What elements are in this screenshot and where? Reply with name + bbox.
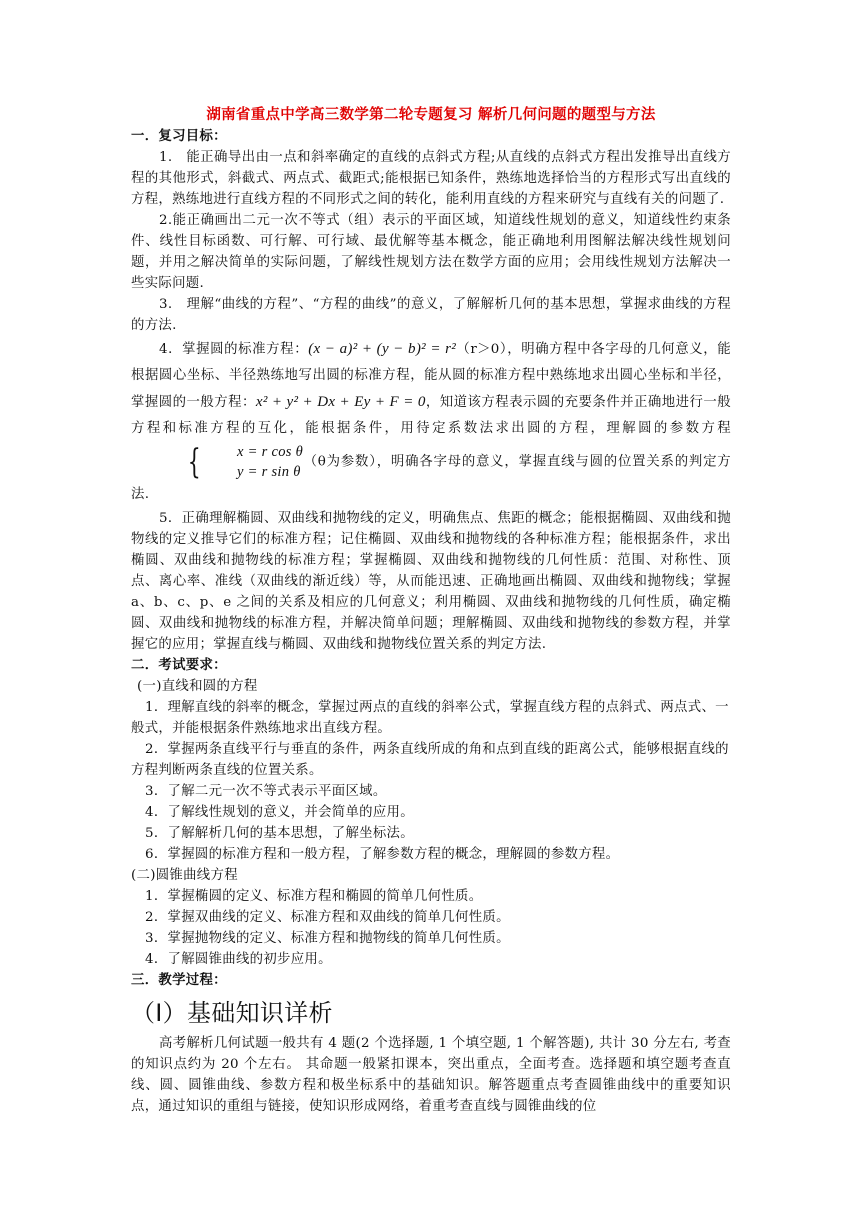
parametric-y: y = r sin θ bbox=[236, 464, 301, 480]
requirement-line-5: 5．了解解析几何的基本思想，了解坐标法。 bbox=[145, 826, 414, 841]
subsection-lines-circles: (一)直线和圆的方程 bbox=[137, 679, 258, 694]
requirement-conic-2: 2．掌握双曲线的定义、标准方程和双曲线的简单几何性质。 bbox=[145, 910, 510, 925]
requirement-conic-1: 1．掌握椭圆的定义、标准方程和椭圆的简单几何性质。 bbox=[145, 889, 483, 904]
objective-4-text-d: （θ为参数），明确各字母的意义，掌握直线与圆的位置关系的判定方法. bbox=[131, 454, 731, 502]
objective-1: 1. 能正确导出由一点和斜率确定的直线的点斜式方程;从直线的点斜式方程出发推导出直线方程的其他形式，斜截式、两点式、截距式;能根据已知条件，熟练地选择恰当的方程形式写出直线的方程，熟练地进行直线方程的不同形式之间的转化，能利用直线的方程来研究与直线有关的问题了. bbox=[131, 150, 731, 207]
circle-general-equation: x² + y² + Dx + Ey + F = 0 bbox=[255, 394, 426, 410]
parametric-x: x = r cos θ bbox=[236, 444, 304, 460]
requirement-line-1: 1．理解直线的斜率的概念，掌握过两点的直线的斜率公式，掌握直线方程的点斜式、两点式、一般式，并能根据条件熟练地求出直线方程。 bbox=[131, 700, 729, 736]
section-heading-objectives: 一．复习目标： bbox=[131, 128, 227, 144]
objective-2: 2.能正确画出二元一次不等式（组）表示的平面区域，知道线性规划的意义，知道线性约束条件、线性目标函数、可行解、可行域、最优解等基本概念，能正确地利用图解法解决线性规划问题，并用之解决简单的实际问题，了解线性规划方法在数学方面的应用；会用线性规划方法解决一些实际问题. bbox=[131, 213, 731, 291]
document-title: 湖南省重点中学高三数学第二轮专题复习 解析几何问题的题型与方法 bbox=[206, 106, 656, 123]
requirement-line-2: 2．掌握两条直线平行与垂直的条件，两条直线所成的角和点到直线的距离公式，能够根据直线的方程判断两条直线的位置关系。 bbox=[131, 742, 729, 778]
document-page bbox=[131, 104, 731, 1117]
objective-4-text-b: （r＞0），明确方程中各字母的几何意义，能根据圆心坐标、半径熟练地写出圆的标准方程，能从圆的标准方程中熟练地求出圆心坐标和半径，掌握圆的一般方程： bbox=[131, 342, 731, 410]
circle-standard-equation: (x − a)² + (y − b)² = r² bbox=[308, 341, 457, 357]
section-heading-teaching: 三．教学过程： bbox=[131, 972, 227, 988]
intro-paragraph: 高考解析几何试题一般共有 4 题(2 个选择题, 1 个填空题, 1 个解答题), 共计 30 分左右, 考查的知识点约为 20 个左右。 其命题一般紧扣课本，突出重点，全面考查。选择题和填空题考查直线、圆、圆锥曲线、参数方程和极坐标系中的基础知识。解答题重点考查圆锥曲线中的重要知识点，通过知识的重组与链接，使知识形成网络，着重考查直线与圆锥曲线的位 bbox=[131, 1036, 731, 1114]
left-brace-symbol: { bbox=[187, 442, 201, 482]
objective-4-text-c: ，知道该方程表示圆的充要条件并正确地进行一般方程和标准方程的互化，能根据条件，用待定系数法求出圆的方程，理解圆的参数方程 bbox=[131, 395, 731, 436]
requirement-conic-3: 3．掌握抛物线的定义、标准方程和抛物线的简单几何性质。 bbox=[145, 931, 510, 946]
requirement-conic-4: 4．了解圆锥曲线的初步应用。 bbox=[145, 952, 332, 967]
requirement-line-3: 3．了解二元一次不等式表示平面区域。 bbox=[145, 784, 387, 799]
objective-3: 3. 理解“曲线的方程”、“方程的曲线”的意义，了解解析几何的基本思想，掌握求曲线的方程的方法. bbox=[131, 297, 731, 333]
objective-5: 5．正确理解椭圆、双曲线和抛物线的定义，明确焦点、焦距的概念；能根据椭圆、双曲线和抛物线的定义推导它们的标准方程；记住椭圆、双曲线和抛物线的各种标准方程；能根据条件，求出椭圆、双曲线和抛物线的标准方程；掌握椭圆、双曲线和抛物线的几何性质：范围、对称性、顶点、离心率、准线（双曲线的渐近线）等，从而能迅速、正确地画出椭圆、双曲线和抛物线；掌握 a、b、c、p、e 之间的关系及相应的几何意义；利用椭圆、双曲线和抛物线的几何性质，确定椭圆、双曲线和抛物线的标准方程，并解决简单问题；理解椭圆、双曲线和抛物线的参数方程，并掌握它的应用；掌握直线与椭圆、双曲线和抛物线位置关系的判定方法. bbox=[131, 511, 731, 652]
requirement-line-6: 6．掌握圆的标准方程和一般方程，了解参数方程的概念，理解圆的参数方程。 bbox=[145, 847, 620, 862]
big-heading-basics: （Ⅰ）基础知识详析 bbox=[131, 999, 333, 1027]
objective-4-text-a: 4．掌握圆的标准方程： bbox=[159, 342, 309, 357]
requirement-line-4: 4．了解线性规划的意义，并会简单的应用。 bbox=[145, 805, 414, 820]
subsection-conics: (二)圆锥曲线方程 bbox=[131, 868, 238, 883]
section-heading-requirements: 二．考试要求： bbox=[131, 657, 227, 673]
circle-parametric-equation bbox=[133, 442, 303, 482]
objective-4 bbox=[131, 336, 731, 508]
